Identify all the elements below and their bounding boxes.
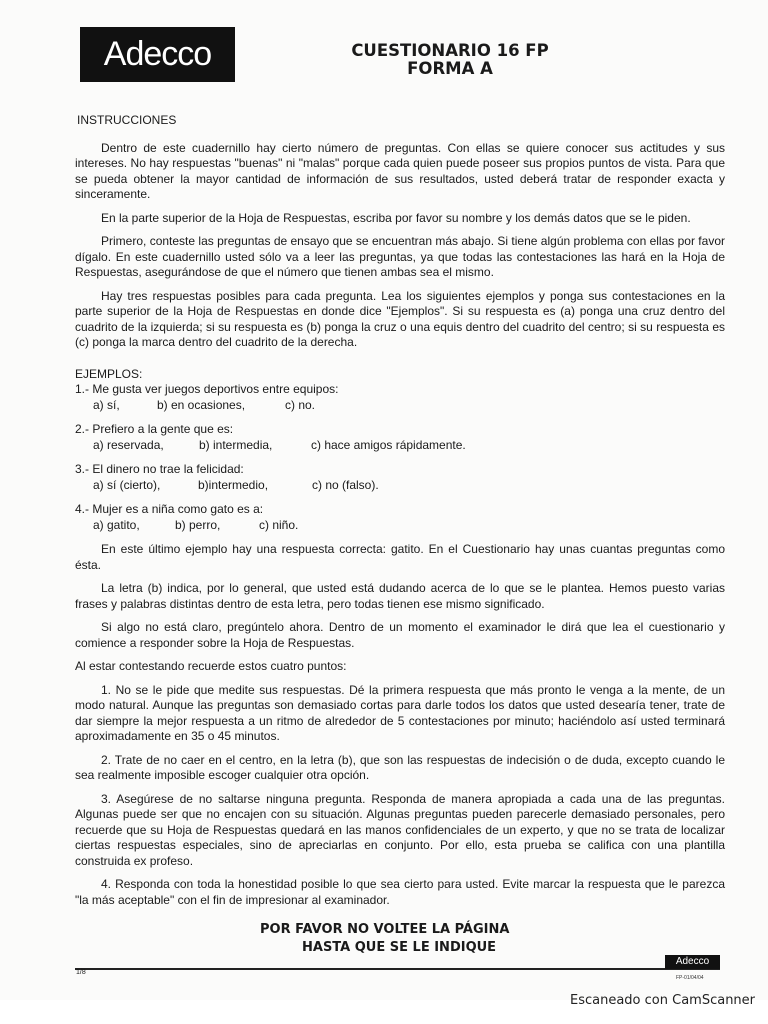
document-title [330,42,570,78]
point-paragraph: 4. Responda con toda la honestidad posible lo que sea cierto para usted. Evite marcar la respuesta que le parezca "la más aceptable" con el fin de impresionar al examinador. [75,877,725,907]
example-question: 2.- Prefiero a la gente que es: [75,422,234,436]
notice-line-2: HASTA QUE SE LE INDIQUE [302,940,497,955]
option-a: a) gatito, [93,517,140,532]
option-a: a) reservada, [93,437,164,452]
example-options [93,478,725,494]
option-c: c) niño. [259,517,299,532]
option-a: a) sí (cierto), [93,477,161,492]
after-examples-paragraph: La letra (b) indica, por lo general, que usted está dudando acerca de lo que se le plantea. Hemos puesto varias frases y palabras distintas dentro de esta letra, pero todas tienen ese mismo significado. [75,581,725,611]
title-line-2: FORMA A [407,59,493,78]
example-options [93,518,725,534]
after-examples-paragraph: Si algo no está claro, pregúntelo ahora. Dentro de un momento el examinador le dirá que lea el cuestionario y comience a responder sobre la Hoja de Respuestas. [75,620,725,650]
title-line-1: CUESTIONARIO 16 FP [351,41,549,60]
option-b: b) en ocasiones, [157,397,246,412]
option-b: b) perro, [175,517,221,532]
points-intro: Al estar contestando recuerde estos cuatro puntos: [75,659,347,673]
example-options [93,398,725,414]
instruction-paragraph: Primero, conteste las preguntas de ensayo que se encuentran más abajo. Si tiene algún problema con ellas por favor dígalo. En este cuadernillo usted sólo va a leer las preguntas, ya que todas las contestaciones las hará en la Hoja de Respuestas, asegurándose de que el número que tienen ambas sea el mismo. [75,234,725,279]
page-number: 1/8 [76,969,86,976]
example-options [93,438,725,454]
point-paragraph: 1. No se le pide que medite sus respuestas. Dé la primera respuesta que más pronto le venga a la mente, de un modo natural. Aunque las preguntas son demasiado cortas para darle todos los datos que usted desearía tener, trate de dar siempre la mejor respuesta a un ritmo de alrededor de 5 contestaciones por minuto; haciéndolo así usted terminará aproximadamente en 35 o 45 minutos. [75,682,725,743]
notice-line-1: POR FAVOR NO VOLTEE LA PÁGINA [260,922,510,937]
option-c: c) no. [285,397,316,412]
form-code: FP-01/04/04 [676,975,704,981]
instructions-heading: INSTRUCCIONES [77,113,177,127]
instruction-paragraph: Hay tres respuestas posibles para cada pregunta. Lea los siguientes ejemplos y ponga sus contestaciones en la parte superior de la Hoja de Respuestas en donde dice "Ejemplos". Si su respuesta es (a) ponga una cruz dentro del cuadrito de la izquierda; si su respuesta es (b) ponga la cruz o una equis dentro del cuadrito del centro; si su respuesta es (c) ponga la marca dentro del cuadrito de la derecha. [75,288,725,349]
option-c: c) no (falso). [312,477,379,492]
point-paragraph: 3. Asegúrese de no saltarse ninguna pregunta. Responda de manera apropiada a cada una de las preguntas. Algunas puede ser que no encajen con su situación. Algunas preguntas pueden parecerle demasiado personales, pero recuerde que su Hoja de Respuestas quedará en las manos confidenciales de un experto, y que no se trata de localizar ciertas respuestas especiales, sino de apreciarlas en conjunto. Por ello, esta prueba se califica con una plantilla construida ex profeso. [75,791,725,868]
example-question: 3.- El dinero no trae la felicidad: [75,462,244,476]
instruction-paragraph: En la parte superior de la Hoja de Respuestas, escriba por favor su nombre y los demás datos que se le piden. [101,210,691,225]
example-question: 1.- Me gusta ver juegos deportivos entre equipos: [75,382,339,396]
document-body [75,113,725,916]
option-b: b)intermedio, [198,477,269,492]
option-c: c) hace amigos rápidamente. [311,437,466,452]
option-b: b) intermedia, [199,437,273,452]
option-a: a) sí, [93,397,120,412]
point-paragraph: 2. Trate de no caer en el centro, en la letra (b), que son las respuestas de indecisión o de duda, excepto cuando le sea realmente imposible escoger cualquier otra opción. [75,752,725,782]
example-question: 4.- Mujer es a niña como gato es a: [75,502,264,516]
after-examples-paragraph: En este último ejemplo hay una respuesta correcta: gatito. En el Cuestionario hay unas cuantas preguntas como ésta. [75,542,725,572]
adecco-logo: Adecco [80,27,235,82]
footer-rule [75,968,720,970]
notice [260,921,560,957]
examples-heading: EJEMPLOS: [75,366,143,381]
instruction-paragraph: Dentro de este cuadernillo hay cierto número de preguntas. Con ellas se quiere conocer sus actitudes y sus intereses. No hay respuestas "buenas" ni "malas" porque cada quien puede poseer sus propios puntos de vista. Para que se pueda obtener la mayor cantidad de información de sus resultados, usted deberá tratar de responder exacta y sinceramente. [75,140,725,201]
scanner-watermark: Escaneado con CamScanner [570,993,756,1008]
footer-logo: Adecco [665,955,720,969]
